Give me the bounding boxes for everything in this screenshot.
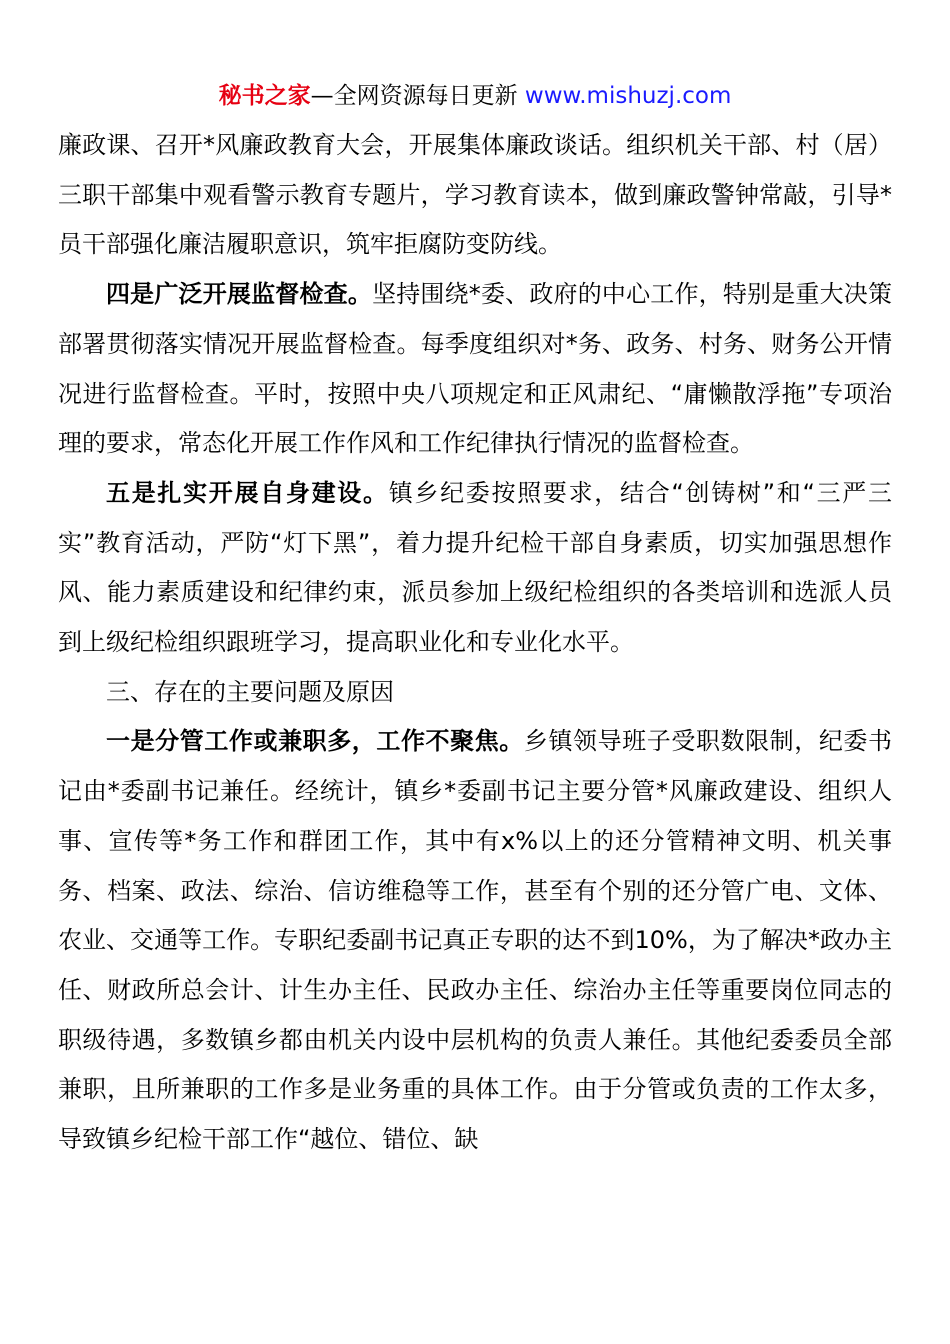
paragraph-continuation [58,121,892,270]
paragraph-self-building [58,469,892,668]
paragraph-supervision [58,270,892,469]
paragraph-lead: 一是分管工作或兼职多，工作不聚焦。 [106,727,524,756]
paragraph-text: 坚持围绕*委、政府的中心工作，特别是重大决策部署贯彻落实情况开展监督检查。每季度组织对*务、政务、村务、财务公开情况进行监督检查。平时，按照中央八项规定和正风肃纪、“庸懒散浮拖”专项治理的要求，常态化开展工作作风和工作纪律执行情况的监督检查。 [58,280,892,458]
paragraph-text: 廉政课、召开*风廉政教育大会，开展集体廉政谈话。组织机关干部、村（居）三职干部集中观看警示教育专题片，学习教育读本，做到廉政警钟常敲，引导*员干部强化廉洁履职意识，筑牢拒腐防变防线。 [58,131,892,259]
paragraph-problems [58,717,892,1164]
header-brand: 秘书之家 [218,83,311,109]
paragraph-text: 乡镇领导班子受职数限制，纪委书记由*委副书记兼任。经统计，镇乡*委副书记主要分管*风廉政建设、组织人事、宣传等*务工作和群团工作，其中有x%以上的还分管精神文明、机关事务、档案、政法、综治、信访维稳等工作，甚至有个别的还分管广电、文体、农业、交通等工作。专职纪委副书记真正专职的达不到10%，为了解决*政办主任、财政所总会计、计生办主任、民政办主任、综治办主任等重要岗位同志的职级待遇，多数镇乡都由机关内设中层机构的负责人兼任。其他纪委委员全部兼职，且所兼职的工作多是业务重的具体工作。由于分管或负责的工作太多，导致镇乡纪检干部工作“越位、错位、缺 [58,727,893,1154]
section-heading-text: 三、存在的主要问题及原因 [106,677,394,706]
header-url-link[interactable]: www.mishuzj.com [524,83,732,109]
document-body [58,121,892,1165]
paragraph-text: 镇乡纪委按照要求，结合“创铸树”和“三严三实”教育活动，严防“灯下黑”，着力提升纪检干部自身素质，切实加强思想作风、能力素质建设和纪律约束，派员参加上级纪检组织的各类培训和选派人员到上级纪检组织跟班学习，提高职业化和专业化水平。 [58,478,892,657]
paragraph-lead: 四是广泛开展监督检查。 [106,280,373,309]
header-separator: —全网资源每日更新 [310,83,525,109]
page-header [0,78,950,114]
paragraph-lead: 五是扎实开展自身建设。 [106,478,389,507]
section-heading [58,668,892,718]
